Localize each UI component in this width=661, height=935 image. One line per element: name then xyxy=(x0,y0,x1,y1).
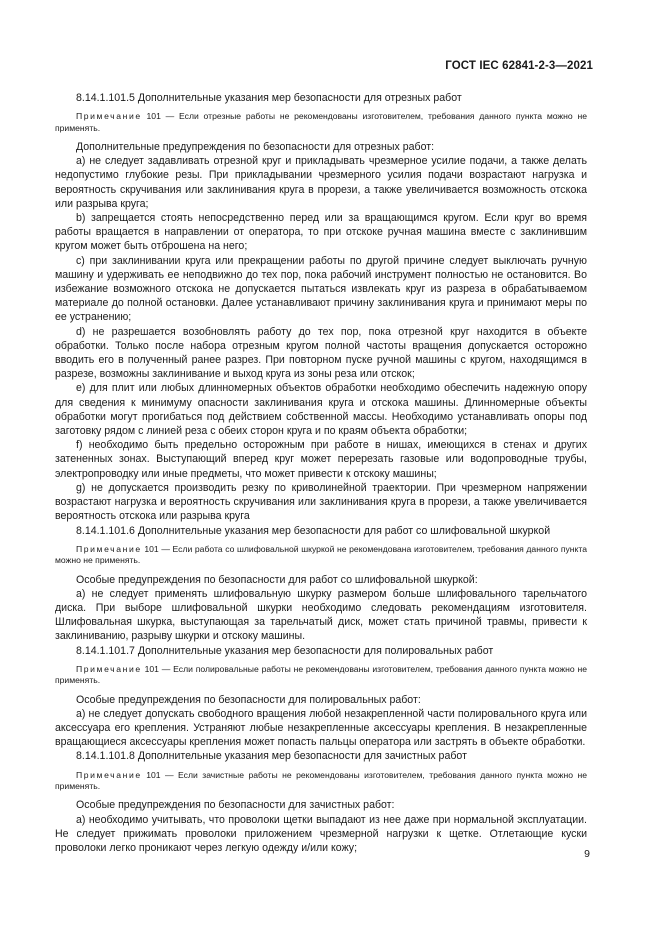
note xyxy=(55,111,587,134)
note-text: 101 — Если работа со шлифовальной шкуркой не рекомендована изготовителем, требования данного пункта можно не применять. xyxy=(55,543,587,566)
warning-item: a) не следует задавливать отрезной круг и прикладывать чрезмерное усилие подачи, а также делать недопустимо глубокие резы. При прикладывании чрезмерного усилия подачи возрастают нагрузка и вероятность скручивания или заклинивания круга в прорези, а также увеличивается возможность отскока или разрыва круга; xyxy=(55,155,587,210)
note-label: Примечание xyxy=(76,663,142,674)
warning-item: b) запрещается стоять непосредственно перед или за вращающимся кругом. Если круг во время работы вращается в направлении от оператора, то при отскоке ручная машина вместе с заклинившим кругом может быть отброшена на него; xyxy=(55,212,587,253)
note-text: 101 — Если полировальные работы не рекомендованы изготовителем, требования данного пункта можно не применять. xyxy=(55,663,587,686)
warnings-intro: Особые предупреждения по безопасности для работ со шлифовальной шкуркой: xyxy=(76,573,478,586)
warning-item: c) при заклинивании круга или прекращении работы по другой причине следует выключать ручную машину и удерживать ее неподвижно до тех пор, пока рабочий инструмент полностью не остановится. Во избежание возможного отскока не допускается пытаться извлекать круг из разреза в обрабатываемом материале до полной остановки. Далее устанавливают причину заклинивания круга и принимают меры по ее устранению; xyxy=(55,254,587,324)
section-heading: 8.14.1.101.6 Дополнительные указания мер безопасности для работ со шлифовальной шкуркой xyxy=(76,524,551,537)
warning-item: e) для плит или любых длинномерных объектов обработки необходимо обеспечить надежную опору для сведения к минимуму опасности заклинивания круга и отскока машины. Длинномерные объекты обработки могут прогибаться под действием собственной массы. Необходимо устанавливать опоры под заготовку рядом с линией реза с обеих сторон круга и по краям объекта обработки; xyxy=(55,382,587,438)
note xyxy=(55,544,587,567)
warnings-intro: Дополнительные предупреждения по безопасности для отрезных работ: xyxy=(76,141,435,154)
warning-item: f) необходимо быть предельно осторожным при работе в нишах, имеющихся в стенах и других затененных зонах. Выступающий вперед круг может перерезать газовые или водопроводные трубы, электропроводку или иные предметы, что может привести к отскоку машины; xyxy=(55,439,587,480)
note xyxy=(55,664,587,687)
section-heading: 8.14.1.101.5 Дополнительные указания мер безопасности для отрезных работ xyxy=(76,92,462,104)
warning-item: a) не следует допускать свободного вращения любой незакрепленной части полировального круга или аксессуара его крепления. Устраняют любые незакрепленные аксессуары крепления. В незакрепленные вращающиеся аксессуары крепления может попасть пальцы оператора или застрять в объекте обработки. xyxy=(55,707,587,749)
document-id: ГОСТ IEC 62841-2-3—2021 xyxy=(445,60,593,72)
warning-item: a) необходимо учитывать, что проволоки щетки выпадают из нее даже при нормальной эксплуатации. Не следует прижимать проволоки приложением чрезмерной нагрузки к щетке. Отлетающие куски проволоки легко проникают через легкую одежду и/или кожу; xyxy=(55,813,587,854)
note-label: Примечание xyxy=(76,111,142,122)
warning-item: d) не разрешается возобновлять работу до тех пор, пока отрезной круг находится в объекте обработки. Только после набора отрезным кругом полной частоты вращения допускается осторожно вводить его в полученный ранее разрез. При повторном пуске ручной машины с кругом, находящимся в разрезе, возможны заклинивание и выход круга из зоны реза или отскок; xyxy=(55,325,587,381)
warning-item: g) не допускается производить резку по криволинейной траектории. При чрезмерном напряжении возрастают нагрузка и вероятность скручивания или заклинивания круга в прорези, а также увеличивается вероятность отскока или разрыва круга xyxy=(55,481,587,523)
warning-item: a) не следует применять шлифовальную шкурку размером больше шлифовального тарельчатого диска. При выборе шлифовальной шкурки необходимо следовать рекомендациям изготовителя. Шлифовальная шкурка, выступающая за тарельчатый диск, может стать причиной травмы, привести к заклиниванию, разрыву шкурки и отскоку машины. xyxy=(55,587,587,643)
note xyxy=(55,770,587,793)
warnings-intro: Особые предупреждения по безопасности для зачистных работ: xyxy=(76,799,395,812)
section-heading: 8.14.1.101.8 Дополнительные указания мер безопасности для зачистных работ xyxy=(76,750,467,763)
warnings-intro: Особые предупреждения по безопасности для полировальных работ: xyxy=(76,693,421,706)
section-heading: 8.14.1.101.7 Дополнительные указания мер безопасности для полировальных работ xyxy=(76,644,494,657)
page-body xyxy=(55,91,587,855)
note-text: 101 — Если зачистные работы не рекомендованы изготовителем, требования данного пункта можно не применять. xyxy=(55,769,587,791)
note-text: 101 — Если отрезные работы не рекомендованы изготовителем, требования данного пункта можно не применять. xyxy=(55,111,587,133)
page-number: 9 xyxy=(584,848,590,860)
note-label: Примечание xyxy=(76,543,142,554)
note-label: Примечание xyxy=(76,769,142,780)
